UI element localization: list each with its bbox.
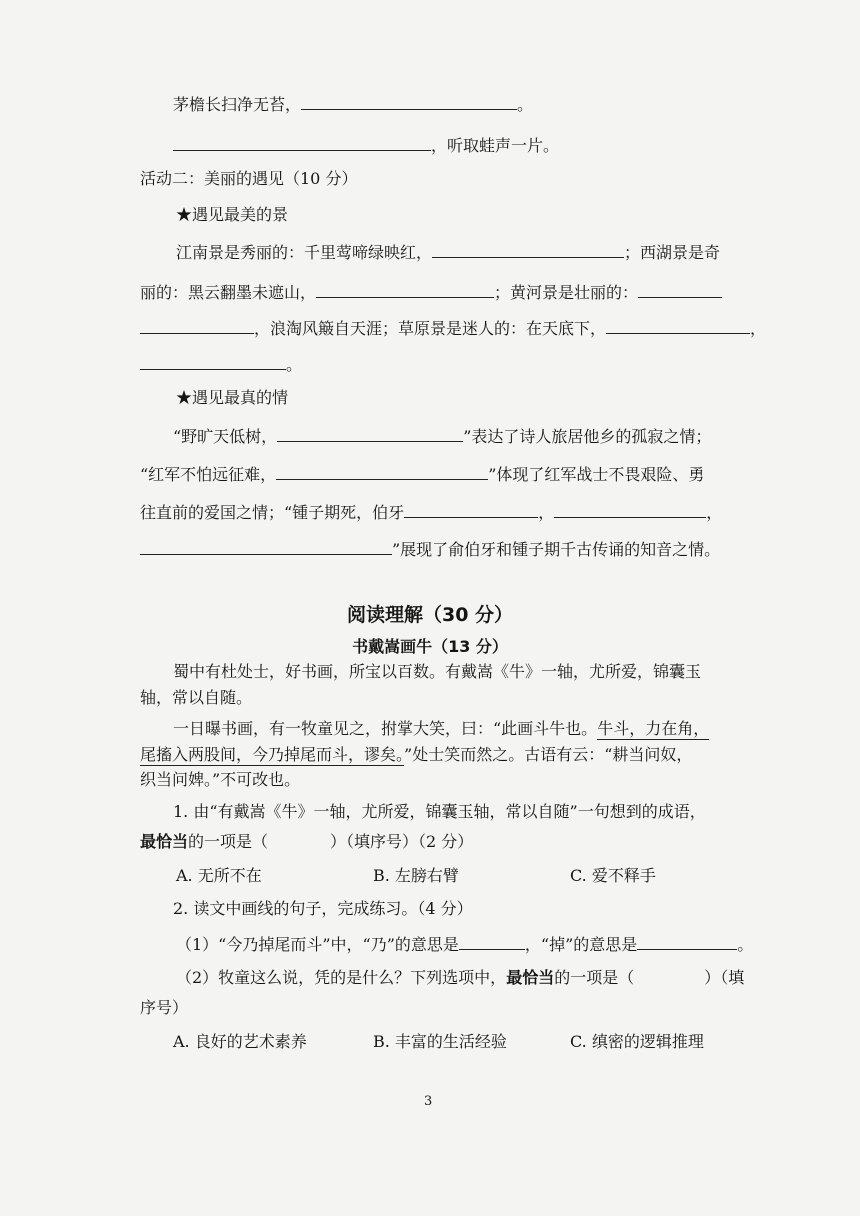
text: ”体现了红军战士不畏艰险、勇 xyxy=(488,465,705,484)
text: ；西湖景是奇 xyxy=(624,243,721,262)
page-number: 3 xyxy=(424,1094,433,1109)
text: ）（填序号）（2 分） xyxy=(330,832,474,851)
underlined-sentence: 尾搐入两股间，今乃掉尾而斗，谬矣。 xyxy=(140,745,405,764)
scenery-line-4 xyxy=(140,352,302,377)
question-2-1 xyxy=(176,932,753,957)
answer-blank[interactable] xyxy=(277,424,463,442)
scenery-heading: ★遇见最美的景 xyxy=(176,205,289,224)
q2-option-a: A. 良好的艺术素养 xyxy=(173,1032,307,1051)
text: ，浪淘风簸自天涯；草原景是迷人的：在天底下， xyxy=(254,319,607,338)
text: 的一项是（ xyxy=(554,968,635,987)
answer-blank[interactable] xyxy=(638,280,722,298)
poem-line-2-text: ，听取蛙声一片。 xyxy=(431,136,560,155)
passage-line xyxy=(173,717,709,741)
answer-blank[interactable] xyxy=(637,932,737,950)
scenery-line-3 xyxy=(140,316,766,341)
q2-option-b: B. 丰富的生活经验 xyxy=(373,1032,507,1051)
answer-blank[interactable] xyxy=(140,537,392,555)
scenery-line-2 xyxy=(140,280,722,305)
text: 。 xyxy=(737,935,754,954)
bold-text: 最恰当 xyxy=(140,832,189,851)
answer-blank[interactable] xyxy=(459,932,525,950)
feeling-line-3 xyxy=(140,500,722,525)
answer-blank[interactable] xyxy=(606,316,750,334)
bold-text: 最恰当 xyxy=(506,968,555,987)
feeling-line-2 xyxy=(140,462,704,487)
answer-blank[interactable] xyxy=(301,92,517,110)
poem-line-1 xyxy=(173,92,533,117)
text: ）（填 xyxy=(704,968,745,987)
section-title: 阅读理解（30 分） xyxy=(346,604,514,626)
q2-option-c: C. 缜密的逻辑推理 xyxy=(570,1032,704,1051)
q1-option-b: B. 左膀右臂 xyxy=(373,866,459,885)
text: 丽的：黑云翻墨未遮山， xyxy=(140,283,317,302)
text: ”表达了诗人旅居他乡的孤寂之情； xyxy=(463,427,712,446)
text: ， xyxy=(706,503,723,522)
feeling-heading: ★遇见最真的情 xyxy=(176,388,289,407)
answer-blank[interactable] xyxy=(276,462,488,480)
answer-blank[interactable] xyxy=(554,500,706,518)
poem-line-2 xyxy=(173,133,559,158)
question-1: 1. 由“有戴嵩《牛》一轴，尤所爱，锦囊玉轴，常以自随”一句想到的成语， xyxy=(173,802,706,821)
scenery-line-1 xyxy=(176,240,720,265)
poem-line-1-text: 茅檐长扫净无苔， xyxy=(173,95,302,114)
text: ， xyxy=(750,319,767,338)
q1-option-a: A. 无所不在 xyxy=(176,866,262,885)
text: （2）牧童这么说，凭的是什么？下列选项中， xyxy=(176,968,507,987)
text: “野旷天低树， xyxy=(173,427,278,446)
answer-blank[interactable] xyxy=(432,240,624,258)
text: ， xyxy=(538,503,555,522)
passage-line xyxy=(140,743,692,767)
punct: 。 xyxy=(517,95,534,114)
answer-blank[interactable] xyxy=(140,352,286,370)
text: 的一项是（ xyxy=(188,832,269,851)
feeling-line-4 xyxy=(140,537,720,562)
answer-blank[interactable] xyxy=(173,133,431,151)
text: ，“掉”的意思是 xyxy=(524,935,638,954)
activity-heading: 活动二：美丽的遇见（10 分） xyxy=(140,169,358,188)
feeling-line-1 xyxy=(173,424,711,449)
passage-line: 织当问婢。”不可改也。 xyxy=(140,770,301,789)
answer-blank[interactable] xyxy=(316,280,494,298)
question-1-cont xyxy=(140,830,473,854)
underlined-sentence: 牛斗，力在角， xyxy=(597,719,710,738)
answer-blank[interactable] xyxy=(140,316,254,334)
q1-option-c: C. 爱不释手 xyxy=(570,866,656,885)
text: 往直前的爱国之情；“锺子期死，伯牙 xyxy=(140,503,405,522)
text: ”展现了俞伯牙和锺子期千古传诵的知音之情。 xyxy=(392,540,721,559)
text: （1）“今乃掉尾而斗”中，“乃”的意思是 xyxy=(176,935,459,954)
text: 一日曝书画，有一牧童见之，拊掌大笑，曰：“此画斗牛也。 xyxy=(173,719,598,738)
text: ；黄河景是壮丽的： xyxy=(494,283,639,302)
question-2-2-cont: 序号） xyxy=(140,998,189,1017)
text: “红军不怕远征难， xyxy=(140,465,277,484)
answer-blank[interactable] xyxy=(404,500,538,518)
question-2-2 xyxy=(176,966,744,990)
passage-line: 蜀中有杜处士，好书画，所宝以百数。有戴嵩《牛》一轴，尤所爱，锦囊玉 xyxy=(173,662,702,681)
passage-line: 轴，常以自随。 xyxy=(140,688,253,707)
text: ”处士笑而然之。古语有云：“耕当问奴， xyxy=(404,745,693,764)
question-2: 2. 读文中画线的句子，完成练习。（4 分） xyxy=(173,899,473,918)
text: 。 xyxy=(286,355,303,374)
text: 江南景是秀丽的：千里莺啼绿映红， xyxy=(176,243,433,262)
passage-title: 书戴嵩画牛（13 分） xyxy=(352,637,508,656)
